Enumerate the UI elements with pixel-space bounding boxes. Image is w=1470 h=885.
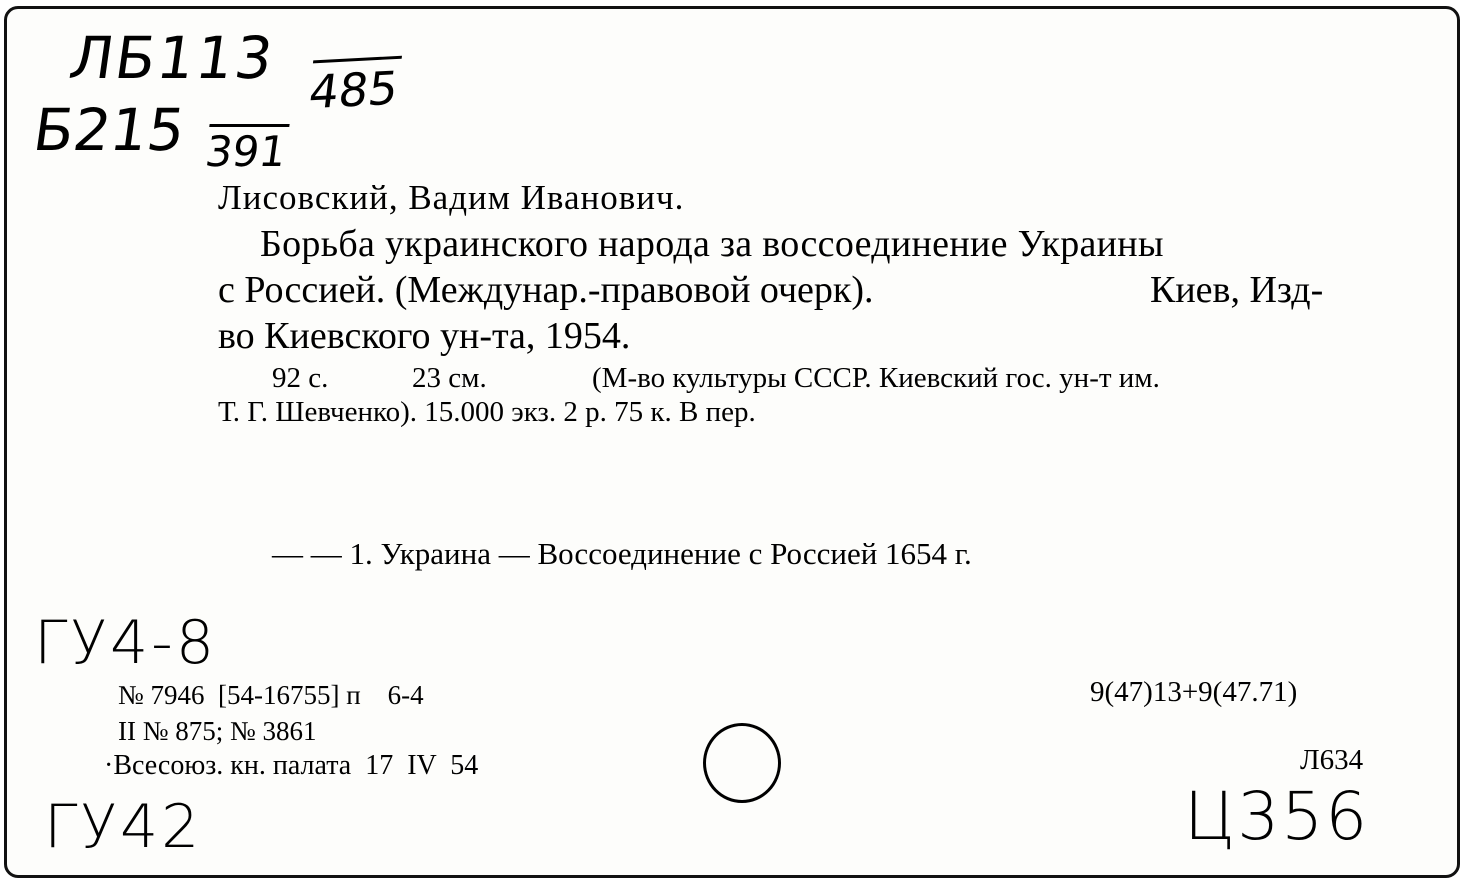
series-note-2: Т. Г. Шевченко). 15.000 экз. 2 р. 75 к. В пер. (218, 396, 756, 428)
shelf-code-1-superscript: 485 (306, 56, 402, 120)
shelf-code-1: ЛБ113 (65, 24, 279, 92)
title-line-3: во Киевского ун-та, 1954. (218, 315, 631, 357)
inventory-number: Ц356 (1184, 778, 1370, 855)
number-line: № 7946 [54-16755] п 6-4 (118, 680, 424, 710)
gu-code-1: ГУ4-8 (34, 608, 217, 678)
shelf-code-2-superscript: 391 (202, 124, 289, 176)
book-chamber-line: ·Всесоюз. кн. палата 17 IV 54 (104, 750, 479, 781)
classification: 9(47)13+9(47.71) (1090, 676, 1298, 708)
title-line-2: с Россией. (Междунар.-правовой очерк). (218, 269, 874, 311)
author-heading: Лисовский, Вадим Иванович. (218, 178, 685, 217)
second-number-line: II № 875; № 3861 (118, 716, 317, 746)
shelf-code-2: Б215 (29, 96, 190, 164)
title-line-1: Борьба украинского народа за воссоединение Украины (260, 223, 1164, 265)
punch-hole (703, 723, 781, 803)
size: 23 см. (412, 362, 487, 394)
subject-heading: — — 1. Украина — Воссоединение с Россией 1654 г. (272, 536, 972, 571)
card-code: Л634 (1300, 744, 1364, 776)
pages: 92 с. (272, 362, 329, 394)
series-note: (М-во культуры СССР. Киевский гос. ун-т им. (592, 362, 1160, 394)
gu-code-2: ГУ42 (44, 792, 203, 862)
title-line-2-place: Киев, Изд- (1150, 269, 1324, 311)
